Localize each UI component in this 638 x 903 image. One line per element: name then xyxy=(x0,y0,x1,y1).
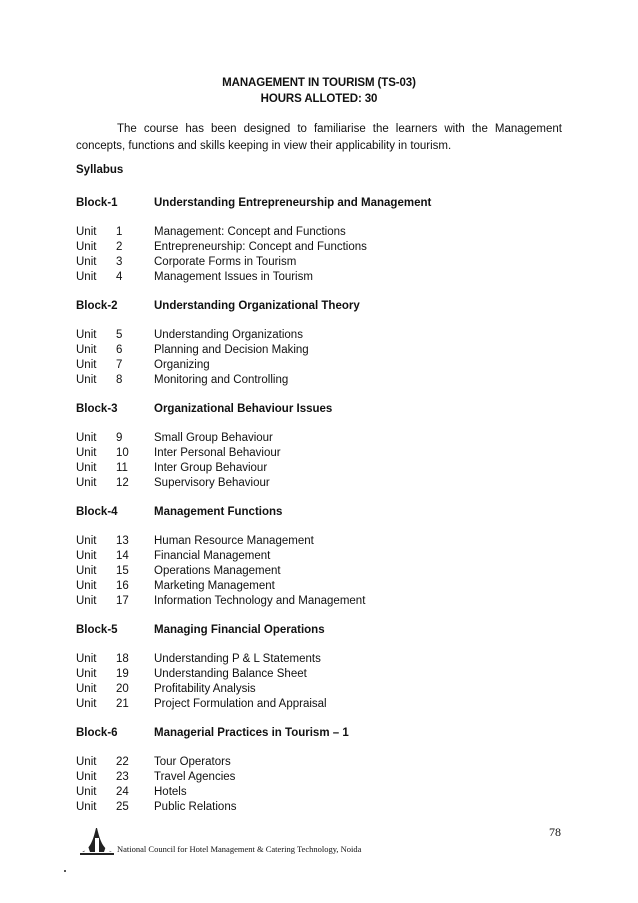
unit-label: Unit xyxy=(76,344,97,356)
unit-number: 15 xyxy=(116,565,129,577)
unit-row xyxy=(76,594,556,609)
unit-row xyxy=(76,270,556,285)
unit-number: 11 xyxy=(116,462,128,474)
unit-title: Entrepreneurship: Concept and Functions xyxy=(154,241,367,253)
unit-label: Unit xyxy=(76,535,97,547)
unit-label: Unit xyxy=(76,271,97,283)
nchmct-logo-icon xyxy=(78,826,116,856)
footer-organization: National Council for Hotel Management & Catering Technology, Noida xyxy=(117,844,362,854)
unit-title: Marketing Management xyxy=(154,580,275,592)
unit-number: 1 xyxy=(116,226,123,238)
unit-label: Unit xyxy=(76,801,97,813)
unit-label: Unit xyxy=(76,359,97,371)
unit-title: Understanding Organizations xyxy=(154,329,303,341)
unit-label: Unit xyxy=(76,565,97,577)
unit-title: Understanding Balance Sheet xyxy=(154,668,307,680)
hours-allotted: HOURS ALLOTED: 30 xyxy=(260,93,378,105)
unit-title: Understanding P & L Statements xyxy=(154,653,321,665)
unit-label: Unit xyxy=(76,374,97,386)
block-title: Understanding Organizational Theory xyxy=(154,300,360,312)
unit-number: 9 xyxy=(116,432,123,444)
unit-row xyxy=(76,667,556,682)
unit-number: 3 xyxy=(116,256,123,268)
unit-number: 17 xyxy=(116,595,129,607)
unit-title: Travel Agencies xyxy=(154,771,236,783)
block-label: Block-3 xyxy=(76,403,118,415)
unit-label: Unit xyxy=(76,756,97,768)
block-label: Block-1 xyxy=(76,197,118,209)
unit-row xyxy=(76,579,556,594)
unit-label: Unit xyxy=(76,256,97,268)
syllabus-heading: Syllabus xyxy=(76,164,124,176)
unit-label: Unit xyxy=(76,580,97,592)
unit-title: Hotels xyxy=(154,786,187,798)
unit-label: Unit xyxy=(76,477,97,489)
unit-row xyxy=(76,652,556,667)
unit-title: Organizing xyxy=(154,359,210,371)
block-title: Managerial Practices in Tourism – 1 xyxy=(154,727,349,739)
unit-row xyxy=(76,755,556,770)
unit-row xyxy=(76,461,556,476)
unit-title: Management Issues in Tourism xyxy=(154,271,313,283)
unit-label: Unit xyxy=(76,683,97,695)
unit-label: Unit xyxy=(76,447,97,459)
unit-number: 13 xyxy=(116,535,129,547)
unit-number: 24 xyxy=(116,786,129,798)
course-title: MANAGEMENT IN TOURISM (TS-03) xyxy=(222,77,416,89)
unit-row xyxy=(76,549,556,564)
unit-number: 25 xyxy=(116,801,129,813)
unit-number: 21 xyxy=(116,698,129,710)
unit-row xyxy=(76,697,556,712)
unit-row xyxy=(76,770,556,785)
unit-row xyxy=(76,785,556,800)
unit-row xyxy=(76,476,556,491)
unit-row xyxy=(76,682,556,697)
unit-row xyxy=(76,255,556,270)
unit-label: Unit xyxy=(76,771,97,783)
unit-number: 12 xyxy=(116,477,129,489)
unit-title: Project Formulation and Appraisal xyxy=(154,698,327,710)
unit-number: 14 xyxy=(116,550,129,562)
unit-number: 16 xyxy=(116,580,129,592)
unit-row xyxy=(76,358,556,373)
unit-row xyxy=(76,225,556,240)
unit-title: Supervisory Behaviour xyxy=(154,477,270,489)
course-intro: The course has been designed to familiarise the learners with the Management concepts, functions and skills keeping in view their applicability in tourism. xyxy=(76,123,562,152)
unit-row xyxy=(76,240,556,255)
unit-number: 19 xyxy=(116,668,129,680)
footer-mark xyxy=(64,870,66,872)
unit-title: Corporate Forms in Tourism xyxy=(154,256,297,268)
unit-number: 5 xyxy=(116,329,123,341)
unit-title: Tour Operators xyxy=(154,756,231,768)
unit-title: Public Relations xyxy=(154,801,237,813)
unit-number: 10 xyxy=(116,447,129,459)
block-title: Managing Financial Operations xyxy=(154,624,325,636)
unit-title: Management: Concept and Functions xyxy=(154,226,346,238)
unit-title: Profitability Analysis xyxy=(154,683,256,695)
unit-number: 2 xyxy=(116,241,123,253)
unit-number: 22 xyxy=(116,756,129,768)
unit-title: Monitoring and Controlling xyxy=(154,374,289,386)
unit-title: Information Technology and Management xyxy=(154,595,366,607)
unit-number: 18 xyxy=(116,653,129,665)
block-label: Block-6 xyxy=(76,727,118,739)
unit-row xyxy=(76,564,556,579)
unit-row xyxy=(76,446,556,461)
unit-title: Human Resource Management xyxy=(154,535,314,547)
unit-label: Unit xyxy=(76,698,97,710)
unit-number: 8 xyxy=(116,374,123,386)
unit-row xyxy=(76,373,556,388)
unit-title: Operations Management xyxy=(154,565,281,577)
unit-label: Unit xyxy=(76,786,97,798)
unit-title: Small Group Behaviour xyxy=(154,432,273,444)
unit-row xyxy=(76,534,556,549)
unit-title: Inter Personal Behaviour xyxy=(154,447,281,459)
unit-number: 23 xyxy=(116,771,129,783)
unit-label: Unit xyxy=(76,668,97,680)
block-title: Management Functions xyxy=(154,506,283,518)
unit-row xyxy=(76,431,556,446)
unit-number: 4 xyxy=(116,271,123,283)
block-label: Block-4 xyxy=(76,506,118,518)
unit-label: Unit xyxy=(76,550,97,562)
unit-label: Unit xyxy=(76,462,97,474)
unit-label: Unit xyxy=(76,226,97,238)
unit-title: Planning and Decision Making xyxy=(154,344,309,356)
unit-title: Inter Group Behaviour xyxy=(154,462,268,474)
unit-label: Unit xyxy=(76,241,97,253)
unit-number: 7 xyxy=(116,359,123,371)
page-number: 78 xyxy=(549,825,561,839)
unit-row xyxy=(76,343,556,358)
unit-number: 6 xyxy=(116,344,123,356)
block-title: Organizational Behaviour Issues xyxy=(154,403,333,415)
block-title: Understanding Entrepreneurship and Management xyxy=(154,197,432,209)
block-label: Block-5 xyxy=(76,624,118,636)
unit-label: Unit xyxy=(76,432,97,444)
unit-label: Unit xyxy=(76,595,97,607)
unit-row xyxy=(76,800,556,815)
block-label: Block-2 xyxy=(76,300,118,312)
unit-label: Unit xyxy=(76,329,97,341)
unit-number: 20 xyxy=(116,683,129,695)
unit-title: Financial Management xyxy=(154,550,271,562)
unit-row xyxy=(76,328,556,343)
unit-label: Unit xyxy=(76,653,97,665)
